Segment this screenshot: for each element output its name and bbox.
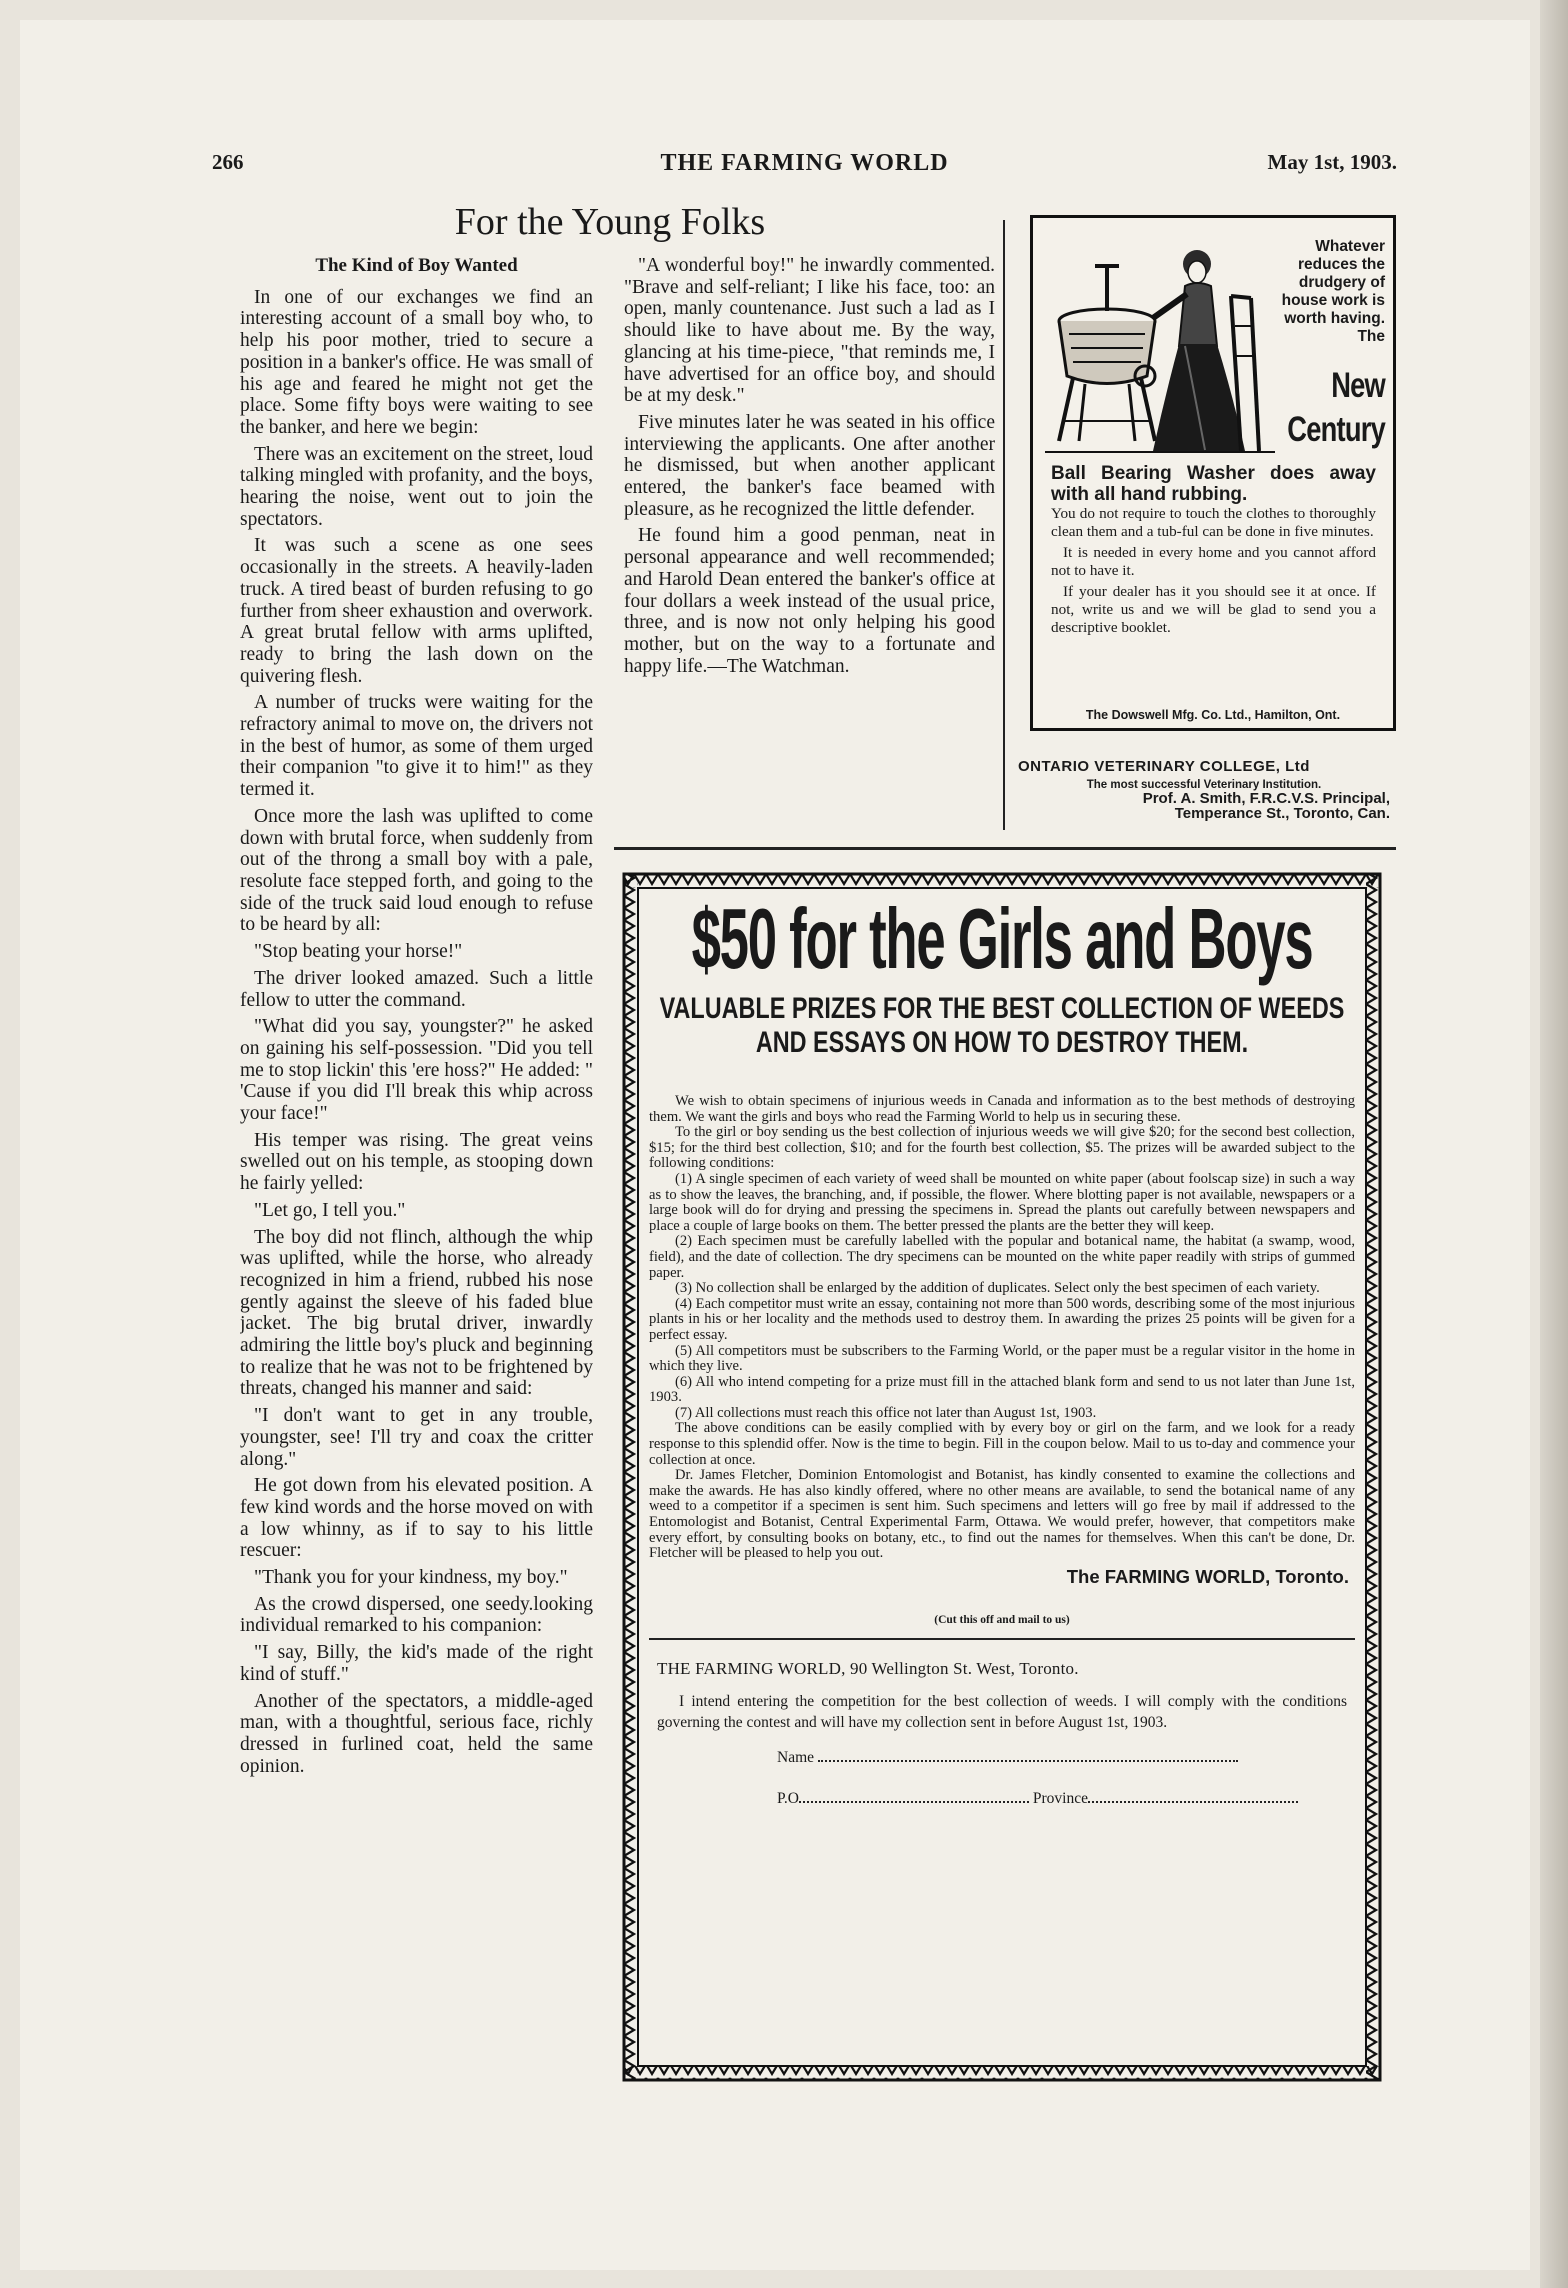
section-title: For the Young Folks [454, 201, 766, 243]
college-tagline: The most successful Veterinary Institution. [1086, 779, 1322, 791]
contest-paragraph: (3) No collection shall be enlarged by the addition of duplicates. Select only the best specimen of each variety. [675, 1280, 1320, 1297]
story-paragraph: "What did you say, youngster?" he asked on gaining his self-possession. "Did you tell me to stop lickin' this 'ere hoss?" He added: " 'Cause if you did I'll break this whip across your face!" [240, 1016, 593, 1125]
contest-rules [649, 1094, 1355, 1562]
college-principal: Prof. A. Smith, F.R.C.V.S. Principal, [1142, 790, 1390, 807]
story-paragraph: Five minutes later he was seated in his office interviewing the applicants. One after another he dismissed, but when another applicant entered, the banker's face beamed with pleasure, as he recognized the little defender. [624, 411, 995, 520]
issue-date: May 1st, 1903. [1267, 150, 1397, 174]
contest-paragraph: To the girl or boy sending us the best collection of injurious weeds we will give $20; for the second best collection, $15; for the third best collection, $10; and for the fourth best collection, $5. The prizes will be awarded subject to the following conditions: [649, 1124, 1355, 1172]
washer-paragraph: You do not require to touch the clothes to thoroughly clean them and a tub-ful can be done in five minutes. [1051, 505, 1376, 540]
coupon-address: THE FARMING WORLD, 90 Wellington St. West, Toronto. [657, 1658, 1079, 1678]
washer-tagline: Whatever reduces the drudgery of house work is worth having. The [1281, 238, 1385, 345]
story-paragraph: A number of trucks were waiting for the refractory animal to move on, the drivers not in the best of humor, as some of them urged their companion "to give it to him!" as they termed it. [240, 692, 593, 801]
washer-brand-new: New [1331, 366, 1385, 405]
washer-paragraph: It is needed in every home and you cannot afford not to have it. [1051, 544, 1376, 579]
coupon-name-line [657, 1747, 1347, 1768]
po-label: P.O [777, 1789, 799, 1807]
contest-signature: The FARMING WORLD, Toronto. [1066, 1565, 1349, 1587]
washer-manufacturer: The Dowswell Mfg. Co. Ltd., Hamilton, Ont. [1085, 708, 1341, 722]
contest-paragraph: (4) Each competitor must write an essay, containing not more than 500 words, describing some of the most injurious plants in his or her locality and the methods used to destroy them. In awarding the prizes 25 points will be given for a perfect essay. [649, 1295, 1355, 1343]
page-edge [1540, 0, 1568, 2288]
veterinary-college-advertisement [1018, 758, 1390, 828]
story-column-2 [624, 255, 995, 835]
story-paragraph: Once more the lash was uplifted to come down with brutal force, when suddenly from out of the throng a small boy with a pale, resolute face stepped forth, and going to the side of the truck said loud enough to refuse to be heard by all: [240, 805, 593, 936]
contest-paragraph: (2) Each specimen must be carefully labelled with the popular and botanical name, the habitat (a swamp, wood, field), and the date of collection. The dry specimens can be mounted on the white paper readily with strips of gummed paper. [649, 1233, 1355, 1281]
college-name: ONTARIO VETERINARY COLLEGE, Ltd [1018, 758, 1310, 775]
section-divider [614, 847, 1396, 850]
page-header [212, 150, 1397, 190]
province-blank[interactable] [1088, 1789, 1298, 1803]
name-label: Name [777, 1748, 815, 1766]
story-column-1 [240, 255, 593, 2095]
contest-content [649, 892, 1355, 2062]
contest-paragraph: (1) A single specimen of each variety of weed shall be mounted on white paper (about foolscap size) in such a way as to show the leaves, the branching, and, if possible, the flower. Where blotting paper is not available, newspapers or a large book will do for drying and pressing the specimens in. Spread the plants out carefully between newspapers and place a couple of large books on them. The better pressed the plants are the better they will keep. [649, 1170, 1355, 1234]
column-divider [1003, 220, 1005, 830]
story-heading: The Kind of Boy Wanted [315, 255, 518, 276]
contest-paragraph: Dr. James Fletcher, Dominion Entomologist and Botanist, has kindly consented to examine the collections and make the awards. He has also kindly offered, where no other means are available, to send the botanical name of any weed to a competitor if a specimen is sent him. Such specimens and letters will go free by mail if addressed to the Entomologist and Botanist, Central Experimental Farm, Ottawa. We would prefer, however, that competitors make every effort, by consulting books on botany, etc., to find out the names for themselves. When this can't be done, Dr. Fletcher will be pleased to help you out. [649, 1467, 1355, 1562]
washer-brand-century: Century [1287, 410, 1385, 449]
publication-title: THE FARMING WORLD [660, 150, 949, 176]
coupon-po-line [657, 1788, 1347, 1809]
name-blank[interactable] [818, 1748, 1238, 1762]
cut-instruction: (Cut this off and mail to us) [934, 1613, 1070, 1626]
entry-coupon [649, 1658, 1355, 1809]
contest-paragraph: (7) All collections must reach this office not later than August 1st, 1903. [675, 1404, 1097, 1421]
coupon-statement: I intend entering the competition for the best collection of weeds. I will comply with the conditions governing the contest and will have my collection sent in before August 1st, 1903. [657, 1692, 1347, 1731]
contest-subheading: AND ESSAYS ON HOW TO DESTROY THEM. [755, 1026, 1249, 1059]
washer-copy [1051, 463, 1376, 640]
story-paragraph: In one of our exchanges we find an interesting account of a small boy who, to help his poor mother, tried to secure a position in a banker's office. He was small of his age and feared he might not get the place. Some fifty boys were waiting to see the banker, and here we begin: [240, 286, 593, 438]
story-paragraph: He found him a good penman, neat in personal appearance and well recommended; and Harold Dean entered the banker's office at four dollars a week instead of the usual price, three, and is now not only helping his good mother, but on the way to a fortunate and happy life.—The Watchman. [624, 525, 995, 677]
story-paragraph: Another of the spectators, a middle-aged man, with a thoughtful, serious face, richly dressed in furlined coat, held the same opinion. [240, 1690, 593, 1777]
story-paragraph: "Let go, I tell you." [254, 1199, 406, 1221]
story-paragraph: The driver looked amazed. Such a little fellow to utter the command. [240, 967, 593, 1011]
story-paragraph: As the crowd dispersed, one seedy.looking individual remarked to his companion: [240, 1593, 593, 1637]
province-label: Province [1032, 1789, 1088, 1807]
story-paragraph: It was such a scene as one sees occasionally in the streets. A heavily-laden truck. A tired beast of burden refusing to go further from sheer exhaustion and overwork. A great brutal fellow with arms uplifted, ready to bring the lash down on the quivering flesh. [240, 535, 593, 687]
story-paragraph: "I say, Billy, the kid's made of the right kind of stuff." [240, 1642, 593, 1685]
page-number: 266 [212, 150, 244, 174]
story-paragraph: The boy did not flinch, although the whip was uplifted, while the horse, who already recognized in him a friend, rubbed his nose gently against the sleeve of his faded blue jacket. The big brutal driver, inwardly admiring the little boy's pluck and beginning to realize that he was not to be frightened by threats, changed his manner and said: [240, 1226, 593, 1400]
washer-lead: Ball Bearing Washer does away with all hand rubbing. [1051, 463, 1376, 505]
contest-advertisement [622, 872, 1382, 2082]
college-address: Temperance St., Toronto, Can. [1174, 805, 1390, 822]
washer-advertisement [1030, 215, 1396, 731]
contest-paragraph: (5) All competitors must be subscribers to the Farming World, or the paper must be a regular visitor in the home in which they live. [649, 1342, 1355, 1375]
po-blank[interactable] [799, 1789, 1029, 1803]
coupon-cut-line [649, 1638, 1355, 1640]
contest-subheading: VALUABLE PRIZES FOR THE BEST COLLECTION OF WEEDS [659, 992, 1345, 1025]
contest-paragraph: We wish to obtain specimens of injurious weeds in Canada and information as to the best methods of destroying them. We want the girls and boys who read the Farming World to help us in securing these. [649, 1093, 1355, 1125]
story-paragraph: "A wonderful boy!" he inwardly commented. "Brave and self-reliant; I like his face, too: an open, manly countenance. Just such a lad as I should like to have about me. By the way, glancing at his time-piece, "that reminds me, I have advertised for an office boy, and should be at my desk." [624, 255, 995, 407]
woman-at-washer-illustration [1045, 226, 1275, 454]
story-paragraph: "I don't want to get in any trouble, youngster, see! I'll try and coax the critter along." [240, 1405, 593, 1470]
story-paragraph: "Stop beating your horse!" [254, 941, 463, 963]
contest-paragraph: The above conditions can be easily complied with by every boy or girl on the farm, and we look for a ready response to this splendid offer. Now is the time to begin. Fill in the coupon below. Mail to us to-day and commence your collection at once. [649, 1420, 1355, 1468]
story-paragraph: His temper was rising. The great veins swelled out on his temple, as stooping down he fairly yelled: [240, 1129, 593, 1195]
washer-paragraph: If your dealer has it you should see it at once. If not, write us and we will be glad to send you a descriptive booklet. [1051, 583, 1376, 636]
contest-paragraph: (6) All who intend competing for a prize must fill in the attached blank form and send to us not later than June 1st, 1903. [649, 1373, 1355, 1406]
story-paragraph: "Thank you for your kindness, my boy." [254, 1567, 568, 1589]
contest-headline: $50 for the Girls and Boys [691, 892, 1313, 987]
story-paragraph: There was an excitement on the street, loud talking mingled with profanity, and the boys, hearing the noise, went out to join the spectators. [240, 443, 593, 530]
story-paragraph: He got down from his elevated position. A few kind words and the horse moved on with a low whinny, as if to say to his little rescuer: [240, 1475, 593, 1562]
